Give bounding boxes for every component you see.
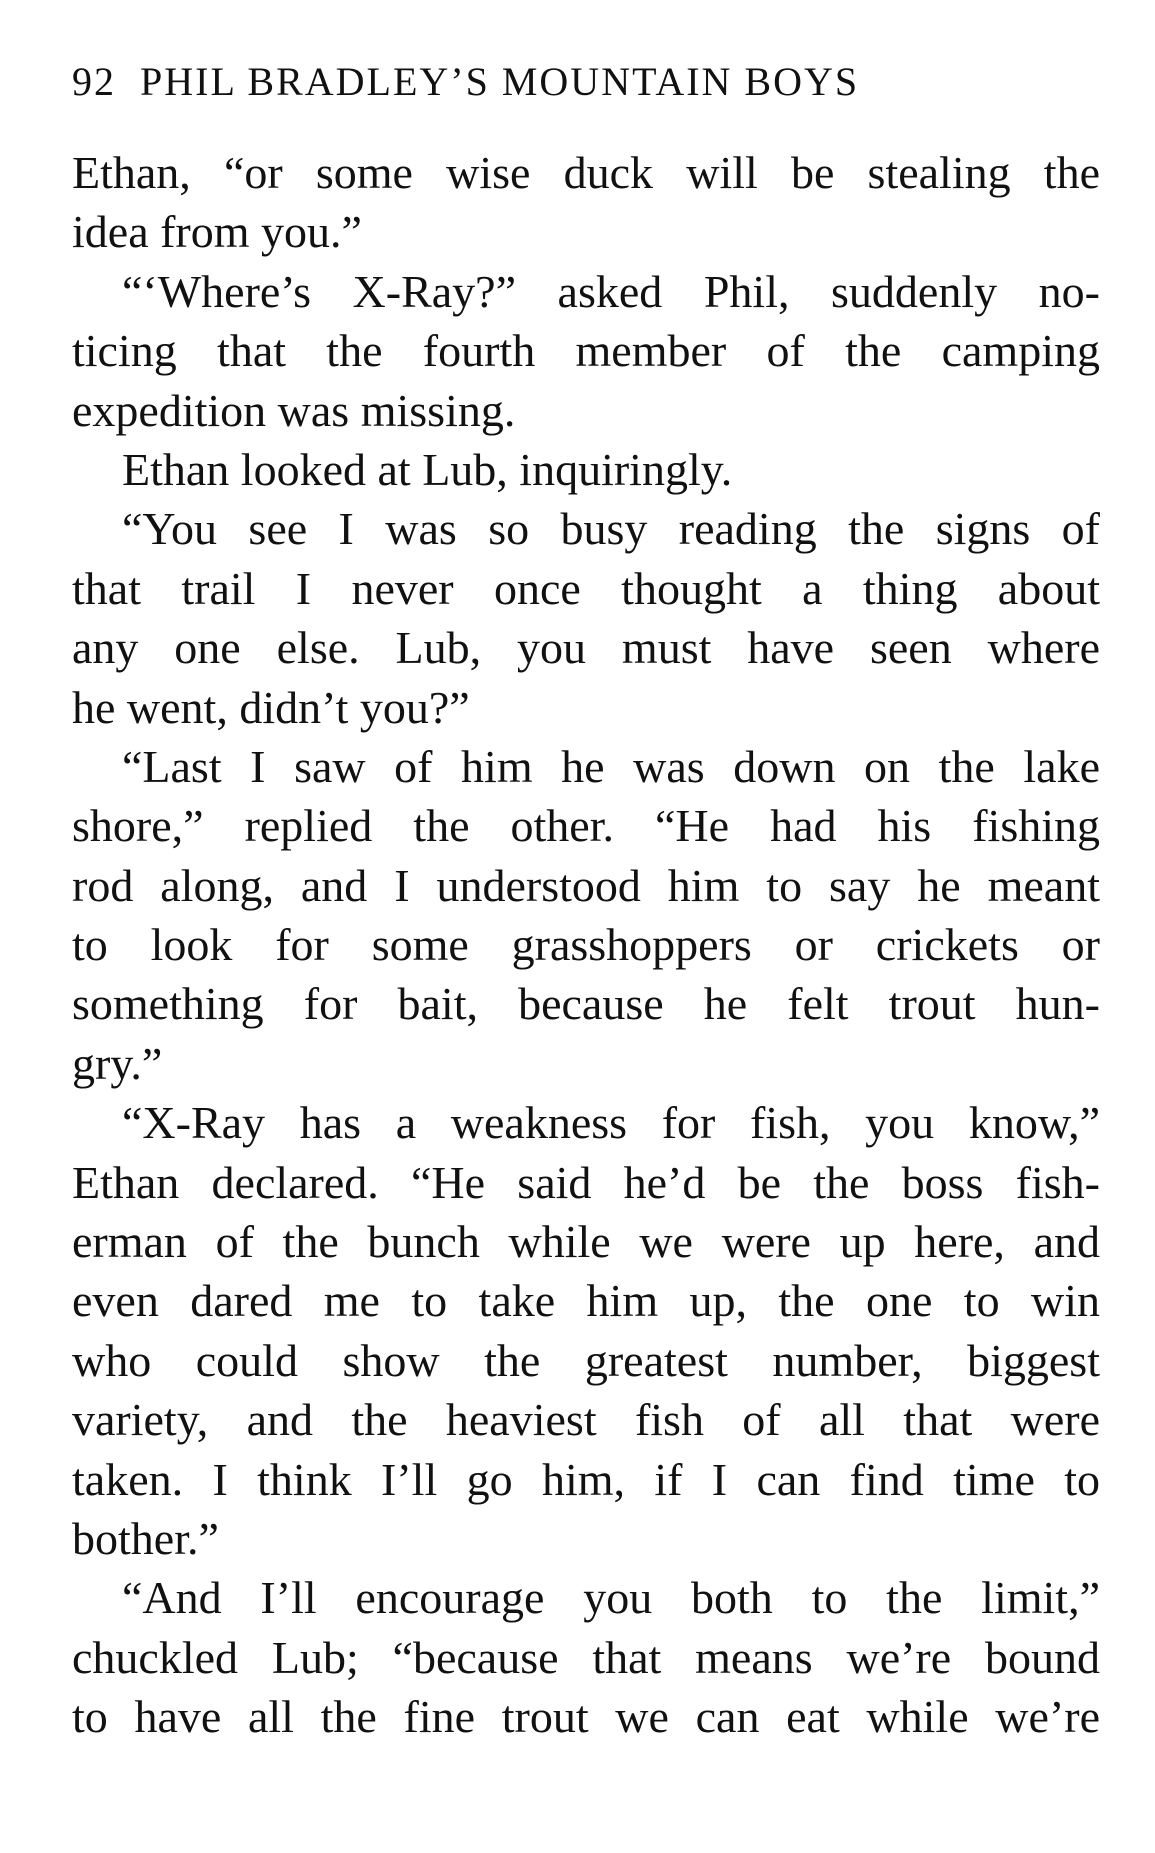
text-line: “X-Ray has a weakness for fish, you know,” [122, 1097, 1100, 1149]
text-line: idea from you.” [72, 206, 362, 258]
text-line: taken. I think I’ll go him, if I can find time to [72, 1453, 1100, 1505]
text-line: to look for some grasshoppers or crickets or [72, 919, 1100, 971]
running-title: PHIL BRADLEY’S MOUNTAIN BOYS [140, 59, 860, 104]
text-line: “‘Where’s X-Ray?” asked Phil, suddenly no- [122, 265, 1100, 317]
text-line: shore,” replied the other. “He had his fishing [72, 800, 1100, 852]
text-line: erman of the bunch while we were up here, and [72, 1216, 1100, 1268]
text-line: “Last I saw of him he was down on the lake [122, 740, 1100, 792]
text-line: that trail I never once thought a thing about [72, 562, 1100, 614]
text-line: gry.” [72, 1037, 163, 1089]
text-line: “You see I was so busy reading the signs of [122, 503, 1100, 555]
body-text [72, 143, 1100, 1747]
text-line: any one else. Lub, you must have seen where [72, 622, 1100, 674]
text-line: bother.” [72, 1512, 219, 1564]
text-line: even dared me to take him up, the one to win [72, 1275, 1100, 1327]
text-line: “And I’ll encourage you both to the limit,” [122, 1572, 1100, 1624]
text-line: he went, didn’t you?” [72, 681, 470, 733]
text-line: rod along, and I understood him to say he meant [72, 859, 1100, 911]
text-line: expedition was missing. [72, 384, 516, 436]
text-line: something for bait, because he felt trout hun- [72, 978, 1100, 1030]
text-line: who could show the greatest number, biggest [72, 1334, 1100, 1386]
text-line: Ethan declared. “He said he’d be the boss fish- [72, 1156, 1100, 1208]
text-line: ticing that the fourth member of the camping [72, 325, 1100, 377]
text-line: chuckled Lub; “because that means we’re bound [72, 1631, 1100, 1683]
text-line: to have all the fine trout we can eat while we’re [72, 1691, 1100, 1743]
page-number: 92 [72, 59, 116, 104]
running-head [72, 60, 1092, 104]
text-line: Ethan, “or some wise duck will be stealing the [72, 147, 1100, 198]
text-line: Ethan looked at Lub, inquiringly. [122, 443, 733, 495]
text-line: variety, and the heaviest fish of all that were [72, 1394, 1100, 1446]
